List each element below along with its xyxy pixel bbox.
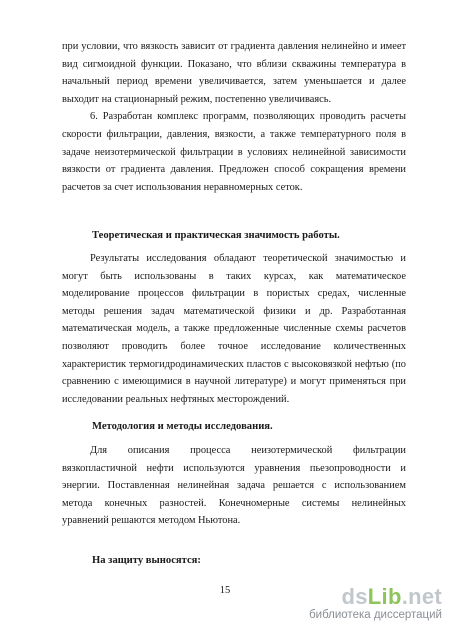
- watermark-subtitle: библиотека диссертаций: [309, 609, 442, 621]
- text-block-1: [62, 38, 406, 196]
- page-number: 15: [219, 585, 231, 596]
- watermark[interactable]: [309, 585, 442, 622]
- heading-methodology: Методология и методы исследования.: [92, 421, 273, 432]
- paragraph-methodology: Для описания процесса неизотермической фильтрации вязкопластичной нефти используются уравнения пьезопроводности и энергии. Поставленная нелинейная задача решается с использованием метода конечных разностей. Конечномерные системы нелинейных уравнений решаются методом Ньютона.: [62, 445, 406, 527]
- paragraph-significance: Результаты исследования обладают теоретической значимостью и могут быть использованы в таких курсах, как математическое моделирование процессов фильтрации в пористых средах, численные методы решения задач математической физики и др. Разработанная математическая модель, а также предложенные численные схемы расчетов позволяют проводить более точное исследование количественных характеристик термогидродинамических пластов с высоковязкой нефтью (по сравнению с имеющимися в научной литературе) и могут применяться при исследовании реальных нефтяных месторождений.: [62, 253, 406, 405]
- heading-defense: На защиту выносятся:: [92, 555, 201, 566]
- paragraph-continuation: при условии, что вязкость зависит от градиента давления нелинейно и имеет вид сигмоидной функции. Показано, что вблизи скважины температура в начальный период времени увеличивается, затем уменьшается и далее выходит на стационарный режим, постепенно увеличиваясь.: [62, 41, 406, 105]
- heading-significance: Теоретическая и практическая значимость работы.: [92, 230, 340, 241]
- watermark-logo: dsLib.net: [341, 584, 442, 609]
- text-block-3: [62, 442, 406, 530]
- text-block-2: [62, 250, 406, 408]
- paragraph-item-6: 6. Разработан комплекс программ, позволяющих проводить расчеты скорости фильтрации, давления, вязкости, а также температурного поля в задаче неизотермической фильтрации в условиях нелинейной зависимости вязкости от градиента давления. Предложен способ сокращения времени расчетов за счет использования неравномерных сеток.: [62, 111, 406, 193]
